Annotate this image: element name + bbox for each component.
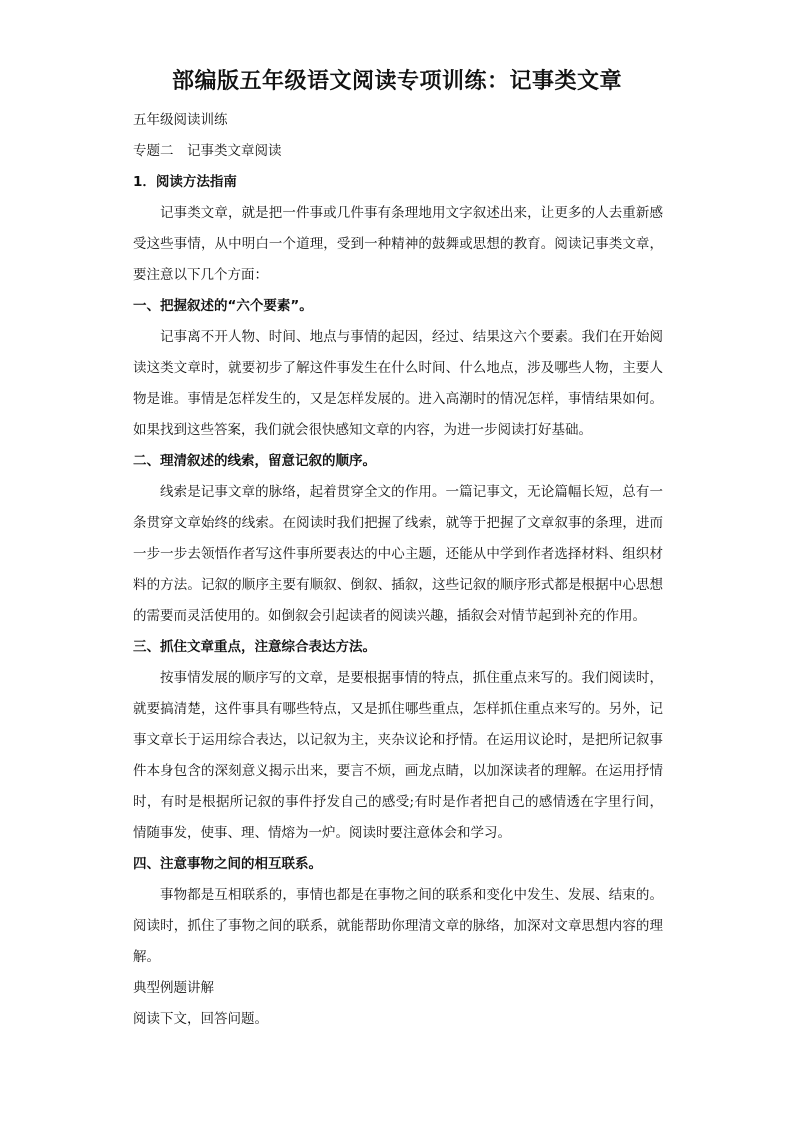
- point-body-connections: 事物都是互相联系的，事情也都是在事物之间的联系和变化中发生、发展、结束的。阅读时，抓住了事物之间的联系，就能帮助你理清文章的脉络，加深对文章思想内容的理解。: [133, 887, 663, 965]
- document-body: [133, 105, 663, 1035]
- point-heading-clues-order: 二、理清叙述的线索，留意记叙的顺序。: [133, 453, 376, 469]
- point-heading-connections: 四、注意事物之间的相互联系。: [133, 856, 322, 872]
- instruction-line: 阅读下文，回答问题。: [133, 1011, 268, 1027]
- point-heading-key-points: 三、抓住文章重点，注意综合表达方法。: [133, 639, 376, 655]
- example-heading: 典型例题讲解: [133, 980, 214, 996]
- section-heading-reading-guide: 1．阅读方法指南: [133, 174, 237, 190]
- intro-paragraph: 记事类文章，就是把一件事或几件事有条理地用文字叙述出来，让更多的人去重新感受这些事情，从中明白一个道理，受到一种精神的鼓舞或思想的教育。阅读记事类文章，要注意以下几个方面：: [133, 205, 663, 283]
- topic-line: 专题二 记事类文章阅读: [133, 143, 282, 159]
- document-title: 部编版五年级语文阅读专项训练：记事类文章: [171, 69, 622, 94]
- point-heading-six-elements: 一、把握叙述的“六个要素”。: [133, 298, 313, 314]
- point-body-clues-order: 线索是记事文章的脉络，起着贯穿全文的作用。一篇记事文，无论篇幅长短，总有一条贯穿文章始终的线索。在阅读时我们把握了线索，就等于把握了文章叙事的条理，进而一步一步去领悟作者写这件事所要表达的中心主题，还能从中学到作者选择材料、组织材料的方法。记叙的顺序主要有顺叙、倒叙、插叙，这些记叙的顺序形式都是根据中心思想的需要而灵活使用的。如倒叙会引起读者的阅读兴趣，插叙会对情节起到补充的作用。: [133, 484, 663, 624]
- point-body-key-points: 按事情发展的顺序写的文章，是要根据事情的特点，抓住重点来写的。我们阅读时，就要搞清楚，这件事具有哪些特点，又是抓住哪些重点，怎样抓住重点来写的。另外，记事文章长于运用综合表达，以记叙为主，夹杂议论和抒情。在运用议论时，是把所记叙事件本身包含的深刻意义揭示出来，要言不烦，画龙点睛，以加深读者的理解。在运用抒情时，有时是根据所记叙的事件抒发自己的感受;有时是作者把自己的感情透在字里行间，情随事发，使事、理、情熔为一炉。阅读时要注意体会和学习。: [133, 670, 663, 841]
- subtitle: 五年级阅读训练: [133, 112, 228, 128]
- point-body-six-elements: 记事离不开人物、时间、地点与事情的起因，经过、结果这六个要素。我们在开始阅读这类文章时，就要初步了解这件事发生在什么时间、什么地点，涉及哪些人物，主要人物是谁。事情是怎样发生的，又是怎样发展的。进入高潮时的情况怎样，事情结果如何。如果找到这些答案，我们就会很快感知文章的内容，为进一步阅读打好基础。: [133, 329, 663, 438]
